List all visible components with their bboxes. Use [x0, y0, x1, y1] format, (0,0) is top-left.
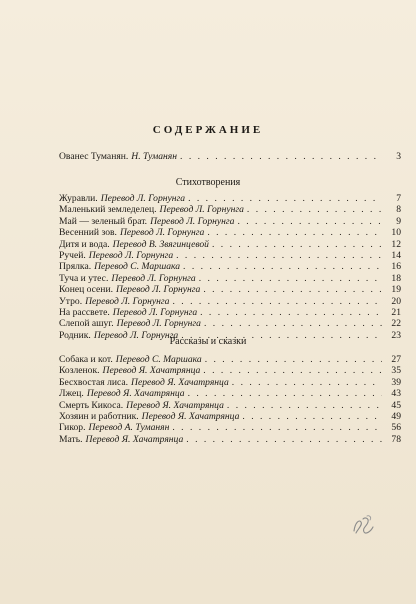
entry-title: Утро.	[59, 295, 83, 307]
entry-title: Козленок.	[59, 365, 100, 377]
entry-translator: Перевод Л. Горнунга	[111, 272, 196, 284]
entry-title: Лжец.	[59, 388, 84, 400]
toc-entry	[59, 204, 401, 215]
entry-translator: Перевод Л. Горнунга	[88, 249, 174, 261]
entry-translator: Перевод Л. Горнунга	[112, 306, 198, 318]
dot-leader	[237, 216, 382, 227]
entry-translator: Перевод Я. Хачатрянца	[102, 365, 201, 377]
entry-translator: Перевод Л. Горнунга	[93, 329, 179, 341]
toc-entry	[59, 250, 401, 261]
entry-translator: Перевод Л. Горнунга	[100, 193, 186, 204]
dot-leader	[176, 250, 382, 261]
entry-title: Ованес Туманян.	[59, 151, 129, 162]
dot-leader	[199, 273, 382, 284]
toc-entry	[59, 434, 401, 445]
entry-translator: Перевод Я. Хачатрянца	[141, 410, 240, 422]
entry-title: Маленький земледелец.	[59, 204, 157, 216]
entry-page-number: 43	[391, 388, 401, 400]
entry-page-number: 78	[391, 433, 401, 445]
dot-leader	[186, 434, 382, 445]
toc-entry	[59, 318, 401, 329]
toc-entry	[59, 296, 401, 307]
entry-translator: Перевод В. Звягинцевой	[112, 238, 209, 250]
dot-leader	[227, 400, 382, 411]
toc-entry	[59, 284, 401, 295]
toc-entry	[59, 239, 401, 250]
dot-leader	[212, 239, 382, 250]
entry-page-number: 56	[391, 422, 401, 434]
toc-entry	[59, 151, 401, 162]
entry-page-number: 45	[391, 399, 401, 411]
entry-title: Мать.	[59, 433, 83, 445]
entry-page-number: 23	[391, 329, 401, 341]
entry-page-number: 20	[391, 295, 401, 307]
toc-entry	[59, 193, 401, 204]
dot-leader	[205, 354, 382, 365]
dot-leader	[200, 307, 382, 318]
entry-title: Родник.	[59, 329, 91, 341]
pencil-mark-icon	[351, 513, 377, 537]
entry-translator: Перевод Я. Хачатрянца	[131, 376, 229, 388]
dot-leader	[203, 365, 382, 376]
toc-entry	[59, 307, 401, 318]
poems-list	[59, 193, 401, 341]
toc-entry	[59, 216, 401, 227]
dot-leader	[247, 204, 382, 215]
entry-title: Дитя и вода.	[59, 238, 110, 250]
entry-title: Собака и кот.	[59, 354, 113, 365]
dot-leader	[188, 193, 382, 204]
entry-title: Гикор.	[59, 422, 86, 434]
dot-leader	[180, 151, 382, 162]
entry-page-number: 8	[396, 204, 401, 216]
stories-section-heading: Рассказы и сказки	[169, 336, 247, 347]
entry-page-number: 19	[391, 284, 401, 296]
entry-translator: Перевод Л. Горнунга	[119, 227, 205, 239]
entry-page-number: 18	[391, 272, 401, 284]
toc-title: СОДЕРЖАНИЕ	[152, 124, 264, 136]
entry-title: Слепой ашуг.	[59, 318, 114, 330]
entry-title: Прялка.	[59, 261, 92, 273]
entry-page-number: 21	[391, 306, 401, 318]
entry-title: Весенний зов.	[59, 227, 117, 239]
toc-entry	[59, 261, 401, 272]
toc-entry	[59, 227, 401, 238]
entry-title: На рассвете.	[59, 306, 110, 318]
entry-page-number: 7	[396, 193, 401, 204]
entry-translator: Перевод Л. Горнунга	[115, 284, 201, 296]
entry-title: Туча и утес.	[59, 272, 109, 284]
entry-translator: Перевод Я. Хачатрянца	[85, 433, 184, 445]
entry-page-number: 10	[391, 227, 401, 239]
toc-entry	[59, 422, 401, 433]
dot-leader	[207, 227, 382, 238]
toc-entry	[59, 354, 401, 365]
toc-entry	[59, 273, 401, 284]
entry-title: Конец осени.	[59, 284, 113, 296]
dot-leader	[203, 284, 382, 295]
dot-leader	[204, 318, 382, 329]
entry-page-number: 22	[391, 318, 401, 330]
entry-page-number: 12	[391, 238, 401, 250]
entry-page-number: 14	[391, 249, 401, 261]
entry-title: Журавли.	[59, 193, 98, 204]
entry-page-number: 49	[391, 410, 401, 422]
intro-group	[59, 151, 401, 162]
entry-translator: Перевод Л. Горнунга	[116, 318, 201, 330]
dot-leader	[232, 377, 382, 388]
entry-translator: Перевод С. Маршака	[94, 261, 181, 273]
entry-translator: Перевод Я. Хачатрянца	[86, 388, 185, 400]
entry-title: Бесхвостая лиса.	[59, 376, 129, 388]
entry-title: Май — зеленый брат.	[59, 215, 148, 227]
entry-title: Ручей.	[59, 249, 86, 261]
dot-leader	[183, 261, 382, 272]
entry-translator: Перевод А. Туманян	[88, 422, 170, 434]
entry-translator: Перевод Л. Горнунга	[159, 204, 244, 216]
dot-leader	[172, 296, 382, 307]
poems-section-heading: Стихотворения	[175, 177, 241, 188]
entry-page-number: 27	[391, 354, 401, 365]
entry-translator: Перевод Я. Хачатрянца	[126, 399, 224, 411]
entry-translator: Н. Туманян	[131, 151, 178, 162]
entry-translator: Перевод С. Маршака	[115, 354, 202, 365]
entry-title: Смерть Кикоса.	[59, 399, 124, 411]
toc-entry	[59, 365, 401, 376]
entry-page-number: 35	[391, 365, 401, 377]
dot-leader	[188, 388, 382, 399]
stories-list	[59, 354, 401, 445]
entry-title: Хозяин и работник.	[59, 410, 139, 422]
toc-entry	[59, 388, 401, 399]
dot-leader	[242, 411, 382, 422]
entry-page-number: 39	[391, 376, 401, 388]
toc-entry	[59, 400, 401, 411]
dot-leader	[172, 422, 382, 433]
entry-translator: Перевод Л. Горнунга	[85, 295, 170, 307]
toc-entry	[59, 411, 401, 422]
entry-translator: Перевод Л. Горнунга	[150, 215, 235, 227]
entry-page-number: 9	[396, 215, 401, 227]
entry-page-number: 16	[391, 261, 401, 273]
entry-page-number: 3	[396, 151, 401, 162]
toc-entry	[59, 377, 401, 388]
